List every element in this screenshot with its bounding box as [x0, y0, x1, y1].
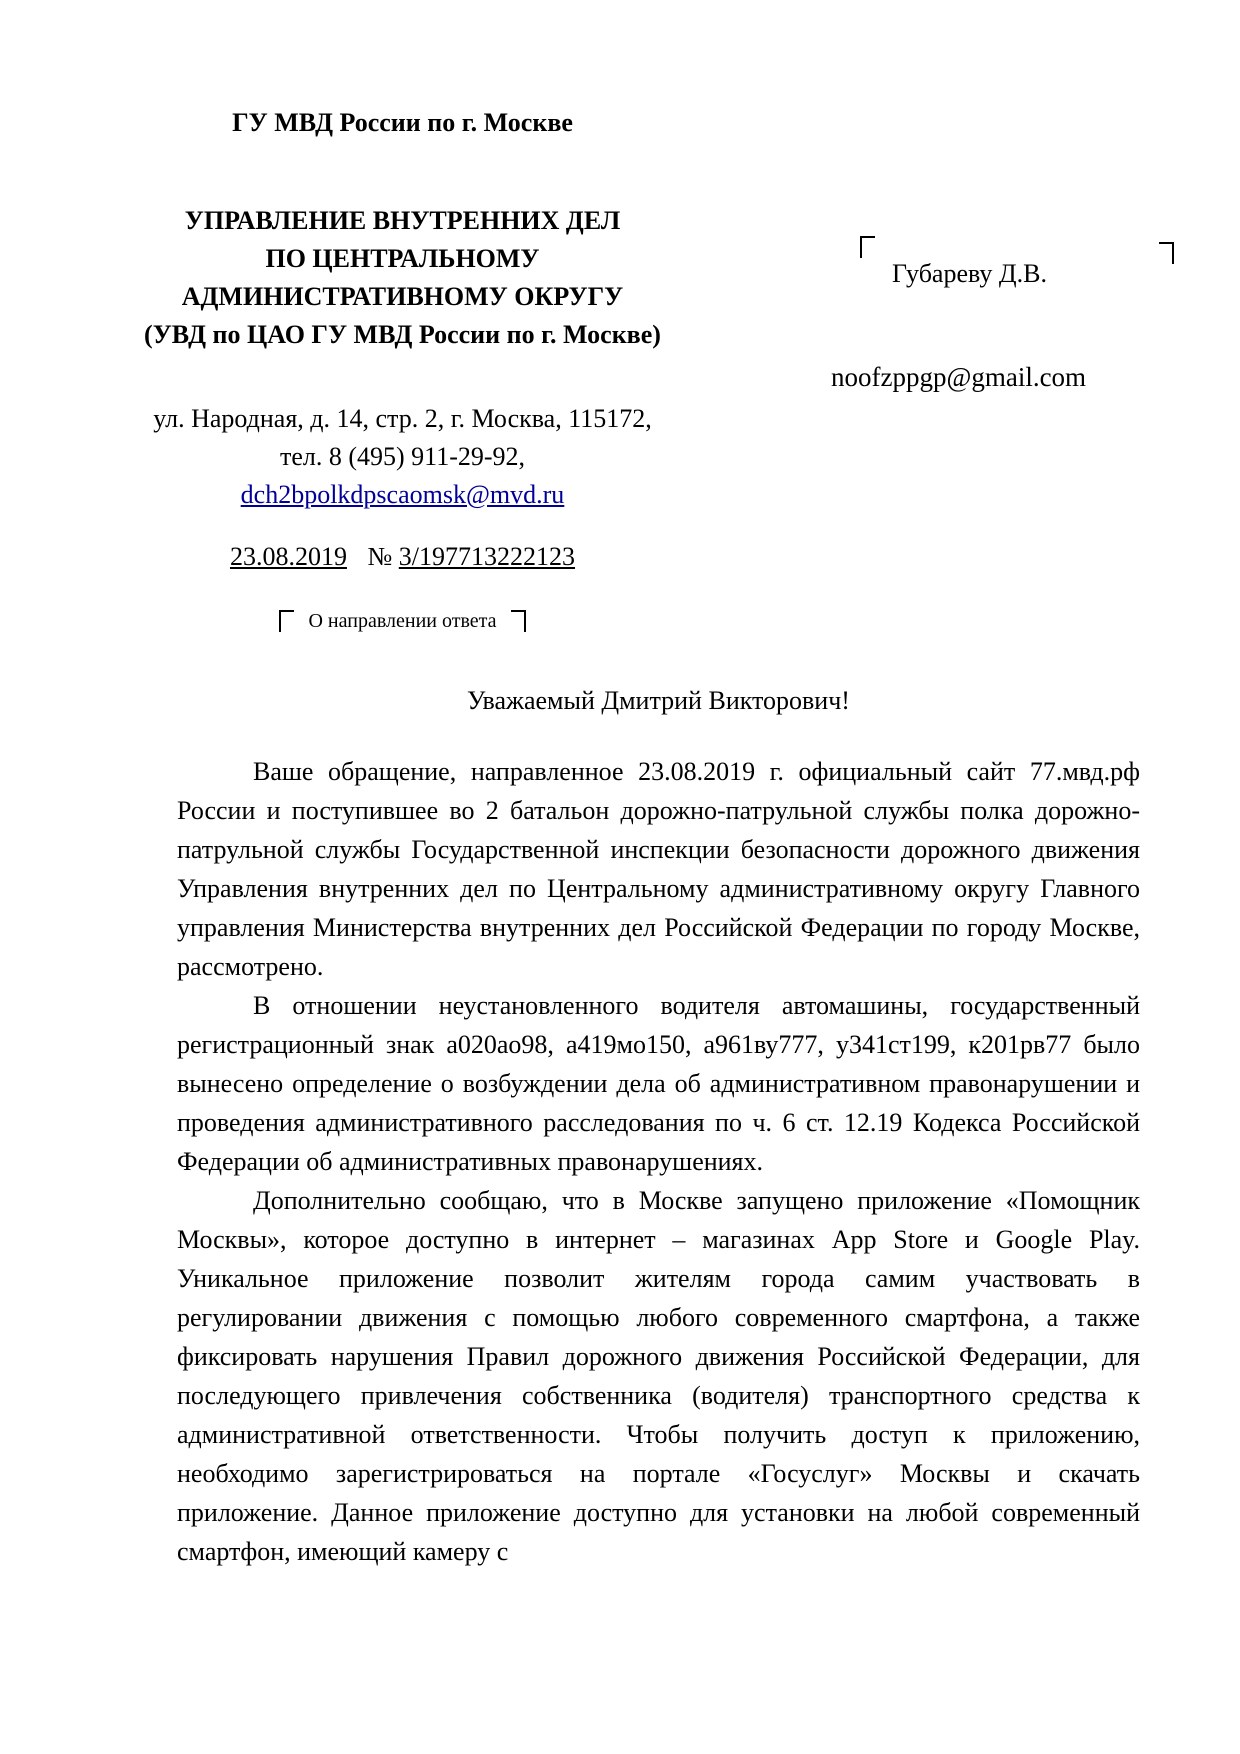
org-abbreviation: (УВД по ЦАО ГУ МВД России по г. Москве)	[144, 320, 661, 349]
recipient-block	[860, 236, 1174, 296]
recipient-email: noofzppgp@gmail.com	[831, 362, 1087, 392]
date-and-number-line	[105, 538, 700, 576]
document-number: 3/197713222123	[398, 542, 576, 571]
document-date: 23.08.2019	[229, 542, 347, 571]
agency-title: ГУ МВД России по г. Москве	[232, 108, 573, 137]
address-line-street: ул. Народная, д. 14, стр. 2, г. Москва, 115172,	[153, 404, 652, 433]
address-block	[105, 400, 700, 514]
org-title-line-3: АДМИНИСТРАТИВНОМУ ОКРУГУ	[181, 282, 624, 311]
body-paragraph: Ваше обращение, направленное 23.08.2019 г. официальный сайт 77.мвд.рф России и поступившее во 2 батальон дорожно-патрульной службы полка дорожно-патрульной службы Государственной инспекции безопасности дорожного движения Управления внутренних дел по Центральному административному округу Главного управления Министерства внутренних дел Российской Федерации по городу Москве, рассмотрено.	[177, 757, 1140, 981]
address-line-phone: тел. 8 (495) 911-29-92,	[279, 442, 526, 471]
org-title-line-2: ПО ЦЕНТРАЛЬНОМУ	[265, 244, 540, 273]
sender-email-link[interactable]: dch2bpolkdpscaomsk@mvd.ru	[240, 480, 565, 509]
corner-bracket-left-icon	[279, 610, 294, 632]
corner-bracket-left-icon	[860, 236, 875, 258]
org-title-line-1: УПРАВЛЕНИЕ ВНУТРЕННИХ ДЕЛ	[184, 206, 621, 235]
recipient-name: Губареву Д.В.	[892, 259, 1047, 288]
body-paragraph: В отношении неустановленного водителя автомашины, государственный регистрационный знак а020ао98, а419мо150, а961ву777, у341ст199, к201рв77 было вынесено определение о возбуждении дела об административном правонарушении и проведения административного расследования по ч. 6 ст. 12.19 Кодекса Российской Федерации об административных правонарушениях.	[177, 991, 1140, 1176]
letter-body	[177, 752, 1140, 1571]
subject-line	[105, 608, 700, 634]
body-paragraph: Дополнительно сообщаю, что в Москве запущено приложение «Помощник Москвы», которое доступно в интернет – магазинах App Store и Google Play. Уникальное приложение позволит жителям города самим участвовать в регулировании движения с помощью любого современного смартфона, а также фиксировать нарушения Правил дорожного движения Российской Федерации, для последующего привлечения собственника (водителя) транспортного средства к административной ответственности. Чтобы получить доступ к приложению, необходимо зарегистрироваться на портале «Госуслуг» Москвы и скачать приложение. Данное приложение доступно для установки на любой современный смартфон, имеющий камеру с	[177, 1186, 1140, 1566]
corner-bracket-right-icon	[511, 610, 526, 632]
corner-bracket-right-icon	[1159, 242, 1174, 264]
number-sign: №	[367, 542, 393, 571]
salutation: Уважаемый Дмитрий Викторович!	[467, 686, 850, 715]
subject-text: О направлении ответа	[308, 610, 497, 632]
letterhead	[105, 108, 700, 634]
